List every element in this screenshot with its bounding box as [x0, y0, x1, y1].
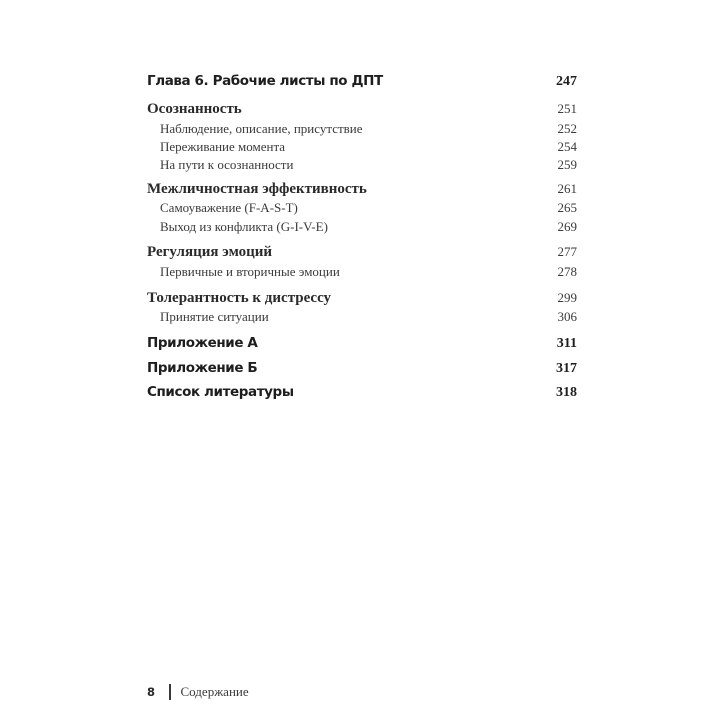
toc-entry-page: 261: [557, 181, 577, 196]
toc-entry-label: Самоуважение (F-A-S-T): [160, 200, 298, 215]
toc-entry-section: [147, 244, 577, 261]
toc-entry-chapter-6: [147, 73, 577, 90]
toc-entry-page: 265: [557, 200, 577, 215]
toc-entry-subsection: [147, 139, 577, 155]
toc-entry-page: 306: [557, 309, 577, 324]
toc-entry-page: 259: [557, 157, 577, 172]
toc-entry-page: 317: [556, 361, 577, 376]
page-footer: [147, 684, 249, 700]
page-number: 8: [147, 685, 156, 699]
toc-entry-subsection: [147, 157, 577, 173]
toc-entry-subsection: [147, 219, 577, 235]
toc-entry-section: [147, 181, 577, 198]
toc-entry-page: 277: [557, 244, 577, 259]
toc-entry-page: 299: [557, 290, 577, 305]
toc-entry-label: Приложение А: [147, 335, 258, 351]
toc-entry-page: 269: [557, 219, 577, 234]
toc-entry-subsection: [147, 264, 577, 280]
toc-entry-label: Регуляция эмоций: [147, 244, 273, 260]
toc-entry-page: 247: [556, 74, 577, 89]
toc-entry-label: Список литературы: [147, 384, 294, 400]
footer-divider: [169, 684, 171, 700]
toc-entry-page: 278: [557, 264, 577, 279]
toc-entry-subsection: [147, 121, 577, 137]
toc-entry-label: Толерантность к дистрессу: [147, 290, 332, 306]
toc-entry-page: 318: [556, 385, 577, 400]
toc-entry-page: 251: [557, 101, 577, 116]
toc-entry-section: [147, 290, 577, 307]
toc-entry-subsection: [147, 309, 577, 325]
toc-entry-page: 252: [557, 121, 577, 136]
toc-entry-appendix-a: [147, 335, 577, 352]
toc-entry-label: На пути к осознанности: [160, 157, 294, 172]
toc-entry-page: 311: [556, 336, 577, 351]
toc-entry-label: Принятие ситуации: [160, 309, 269, 324]
toc-entry-label: Первичные и вторичные эмоции: [160, 264, 340, 279]
toc-entry-appendix-b: [147, 360, 577, 377]
toc-entry-label: Выход из конфликта (G-I-V-E): [160, 219, 328, 234]
toc-entry-label: Переживание момента: [160, 139, 286, 154]
toc-entry-page: 254: [557, 139, 577, 154]
toc-entry-label: Наблюдение, описание, присутствие: [160, 121, 363, 136]
toc-entry-label: Глава 6. Рабочие листы по ДПТ: [147, 73, 383, 89]
toc-entry-section: [147, 101, 577, 118]
toc-entry-subsection: [147, 200, 577, 216]
toc-entry-label: Осознанность: [147, 101, 242, 117]
toc-entry-bibliography: [147, 384, 577, 401]
running-title: Содержание: [180, 684, 249, 699]
toc-entry-label: Межличностная эффективность: [147, 181, 367, 197]
toc-entry-label: Приложение Б: [147, 360, 258, 376]
